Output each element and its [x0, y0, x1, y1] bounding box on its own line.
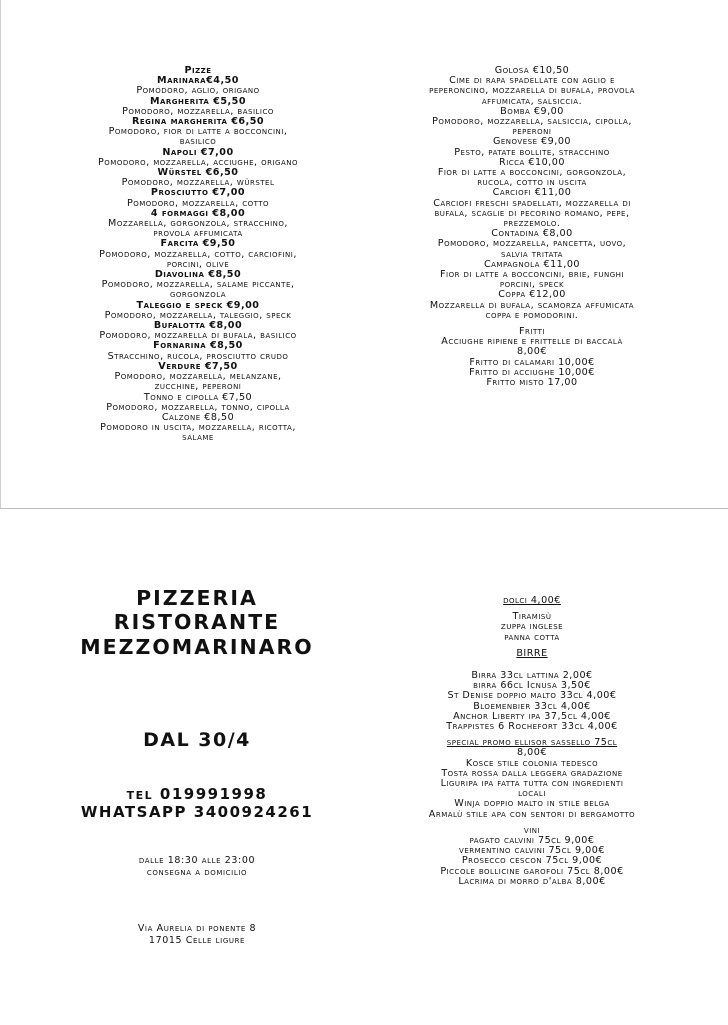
menu-line: Pomodoro, mozzarella di bufala, basilico — [99, 330, 297, 342]
pizza-menu-column-right — [367, 66, 697, 388]
menu-line: zucchine, peperoni — [154, 381, 242, 393]
menu-line: Winja doppio malto in stile belga — [454, 798, 610, 810]
menu-line: Kosce stile colonia tedesco — [465, 757, 599, 769]
menu-line: BIRRE — [516, 647, 548, 659]
menu-item-heading: Diavolina €8,50 — [154, 269, 242, 281]
menu-line: locali — [518, 788, 546, 800]
menu-line: Fritti — [519, 326, 545, 338]
menu-line: special promo ellisor sassello 75cl — [446, 737, 618, 749]
menu-line: peperoni — [512, 126, 552, 138]
menu-line: birra 66cl Icnusa 3,50€ — [473, 680, 591, 692]
menu-item-heading: Würstel €6,50 — [157, 167, 239, 179]
address-city: 17015 Celle ligure — [148, 935, 246, 946]
menu-item-heading: Margherita €5,50 — [149, 95, 247, 107]
phone-number: tel 019991998 — [126, 785, 268, 803]
menu-line: panna cotta — [504, 631, 560, 643]
restaurant-name-line-2: RISTORANTE — [113, 610, 281, 634]
menu-line: Stracchino, rucola, prosciutto crudo — [107, 350, 289, 362]
menu-line: Lacrima di morro d'alba 8,00€ — [458, 875, 606, 887]
menu-item-heading: Pizze — [184, 65, 212, 76]
menu-item-heading: Napoli €7,00 — [162, 146, 234, 158]
menu-line: pagato calvini 75cl 9,00€ — [469, 835, 595, 847]
menu-line: Bloemenbier 33cl 4,00€ — [473, 700, 591, 712]
desserts-drinks-column — [370, 596, 694, 887]
menu-line: Carciofi €11,00 — [492, 187, 572, 199]
menu-item-heading: 4 formaggi €8,00 — [150, 207, 246, 219]
menu-line: Pomodoro, mozzarella, melanzane, — [114, 371, 282, 383]
menu-item-heading: Regina margherita €6,50 — [131, 116, 265, 128]
menu-line: Prosecco cescon 75cl 9,00€ — [461, 855, 603, 867]
menu-line: Pomodoro, mozzarella, salame piccante, — [101, 279, 295, 291]
menu-line: 8,00€ — [517, 346, 547, 358]
menu-line: Ricca €10,00 — [499, 156, 565, 168]
menu-line: rucola, cotto in uscita — [477, 177, 587, 189]
menu-line: Birra 33cl lattina 2,00€ — [471, 670, 593, 682]
menu-line: Armalù stile apa con sentori di bergamotto — [428, 808, 636, 820]
menu-line: Fritto di acciughe 10,00€ — [469, 366, 595, 378]
menu-line: Fritto misto 17,00 — [486, 377, 578, 389]
menu-line: basilico — [179, 136, 217, 148]
menu-line: Acciughe ripiene e frittelle di baccalà — [441, 336, 623, 348]
opening-hours: dalle 18:30 alle 23:00 — [138, 855, 256, 866]
menu-line: Calzone €8,50 — [161, 411, 235, 423]
menu-line: Golosa €10,50 — [494, 65, 570, 76]
menu-line: affumicata, salsiccia. — [481, 95, 583, 107]
menu-line: Pomodoro, mozzarella, acciughe, origano — [97, 156, 299, 168]
menu-line: Pomodoro, aglio, origano — [136, 85, 260, 97]
menu-line: Contadina €8,00 — [491, 228, 573, 240]
menu-line: Coppa €12,00 — [498, 289, 566, 301]
menu-line: St Denise doppio malto 33cl 4,00€ — [447, 690, 617, 702]
menu-line: porcini, olive — [166, 258, 230, 270]
menu-item-heading: Taleggio e speck €9,00 — [136, 299, 260, 311]
menu-line: Carciofi freschi spadellati, mozzarella di — [433, 197, 631, 209]
menu-line: Liguripa ipa fatta tutta con ingredienti — [440, 778, 624, 790]
menu-line: Pomodoro in uscita, mozzarella, ricotta, — [100, 422, 296, 434]
menu-line: dolci 4,00€ — [503, 595, 561, 606]
menu-item-heading: Marinara€4,50 — [157, 75, 239, 87]
menu-line: coppa e pomodorini. — [485, 309, 579, 321]
menu-line: zuppa inglese — [500, 621, 564, 633]
menu-item-heading: Farcita €9,50 — [160, 238, 236, 250]
menu-line: Pomodoro, mozzarella, cotto, carciofini, — [99, 248, 297, 260]
address-street: Via Aurelia di ponente 8 — [137, 923, 257, 934]
menu-line: Tosta rossa dalla leggera gradazione — [441, 767, 623, 779]
menu-line: salvia tritata — [501, 248, 563, 260]
menu-line: Pomodoro, mozzarella, würstel — [121, 177, 275, 189]
menu-line: salame — [182, 432, 214, 444]
menu-line: bufala, scaglie di pecorino romano, pepe, — [434, 207, 630, 219]
menu-line: Pomodoro, mozzarella, cotto — [126, 197, 270, 209]
menu-page-top — [0, 0, 728, 508]
menu-item-heading: Fornarina €8,50 — [153, 340, 243, 352]
menu-line: Pesto, patate bollite, stracchino — [454, 146, 610, 158]
menu-line: Piccole bollicine garofoli 75cl 8,00€ — [440, 865, 624, 877]
menu-line: Pomodoro, mozzarella, salsiccia, cipolla, — [432, 116, 632, 128]
menu-line: peperoncino, mozzarella di bufala, provola — [429, 85, 635, 97]
pizza-menu-column-left — [1, 66, 395, 444]
menu-line: Trappistes 6 Rochefort 33cl 4,00€ — [446, 721, 618, 733]
menu-line: Anchor Liberty ipa 37,5cl 4,00€ — [453, 710, 611, 722]
menu-item-heading: Verdure €7,50 — [158, 360, 238, 372]
home-delivery: consegna a domicilio — [146, 867, 248, 878]
menu-line: Bomba €9,00 — [500, 105, 564, 117]
menu-line: Tiramisù — [512, 611, 552, 623]
menu-line: Pomodoro, mozzarella, pancetta, uovo, — [437, 238, 627, 250]
menu-item-heading: Prosciutto €7,00 — [150, 187, 246, 199]
menu-line: Fior di latte a bocconcini, gorgonzola, — [437, 167, 627, 179]
restaurant-name-line-1: PIZZERIA — [136, 586, 258, 610]
menu-line: Pomodoro, mozzarella, basilico — [122, 105, 274, 117]
menu-line: Mozzarella di bufala, scamorza affumicata — [429, 299, 635, 311]
menu-line: Mozzarella, gorgonzola, stracchino, — [108, 218, 288, 230]
menu-line: vini — [523, 824, 541, 836]
restaurant-name-line-3: MEZZOMARINARO — [80, 635, 314, 659]
menu-line: gorgonzola — [169, 289, 227, 301]
menu-line: 8,00€ — [517, 747, 547, 759]
opening-date: DAL 30/4 — [143, 729, 251, 751]
menu-line: Pomodoro, mozzarella, tonno, cipolla — [106, 401, 290, 413]
whatsapp-number: WHATSAPP 3400924261 — [80, 803, 314, 821]
menu-line: provola affumicata — [153, 228, 243, 240]
menu-line: Campagnola €11,00 — [483, 258, 581, 270]
menu-line: Tonno e cipolla €7,50 — [143, 391, 253, 403]
menu-line: prezzemolo. — [503, 218, 561, 230]
menu-line: Cime di rapa spadellate con aglio e — [449, 75, 615, 87]
menu-item-heading: Bufalotta €8,00 — [153, 320, 243, 332]
menu-line: Pomodoro, fior di latte a bocconcini, — [108, 126, 288, 138]
menu-line: Genovese €9,00 — [492, 136, 572, 148]
menu-line: vermentino calvini 75cl 9,00€ — [459, 845, 605, 857]
menu-line: porcini, speck — [499, 279, 565, 291]
menu-line: Fritto di calamari 10,00€ — [469, 356, 595, 368]
menu-line: Pomodoro, mozzarella, taleggio, speck — [104, 309, 292, 321]
menu-line: Fior di latte a bocconcini, brie, funghi — [439, 269, 624, 281]
